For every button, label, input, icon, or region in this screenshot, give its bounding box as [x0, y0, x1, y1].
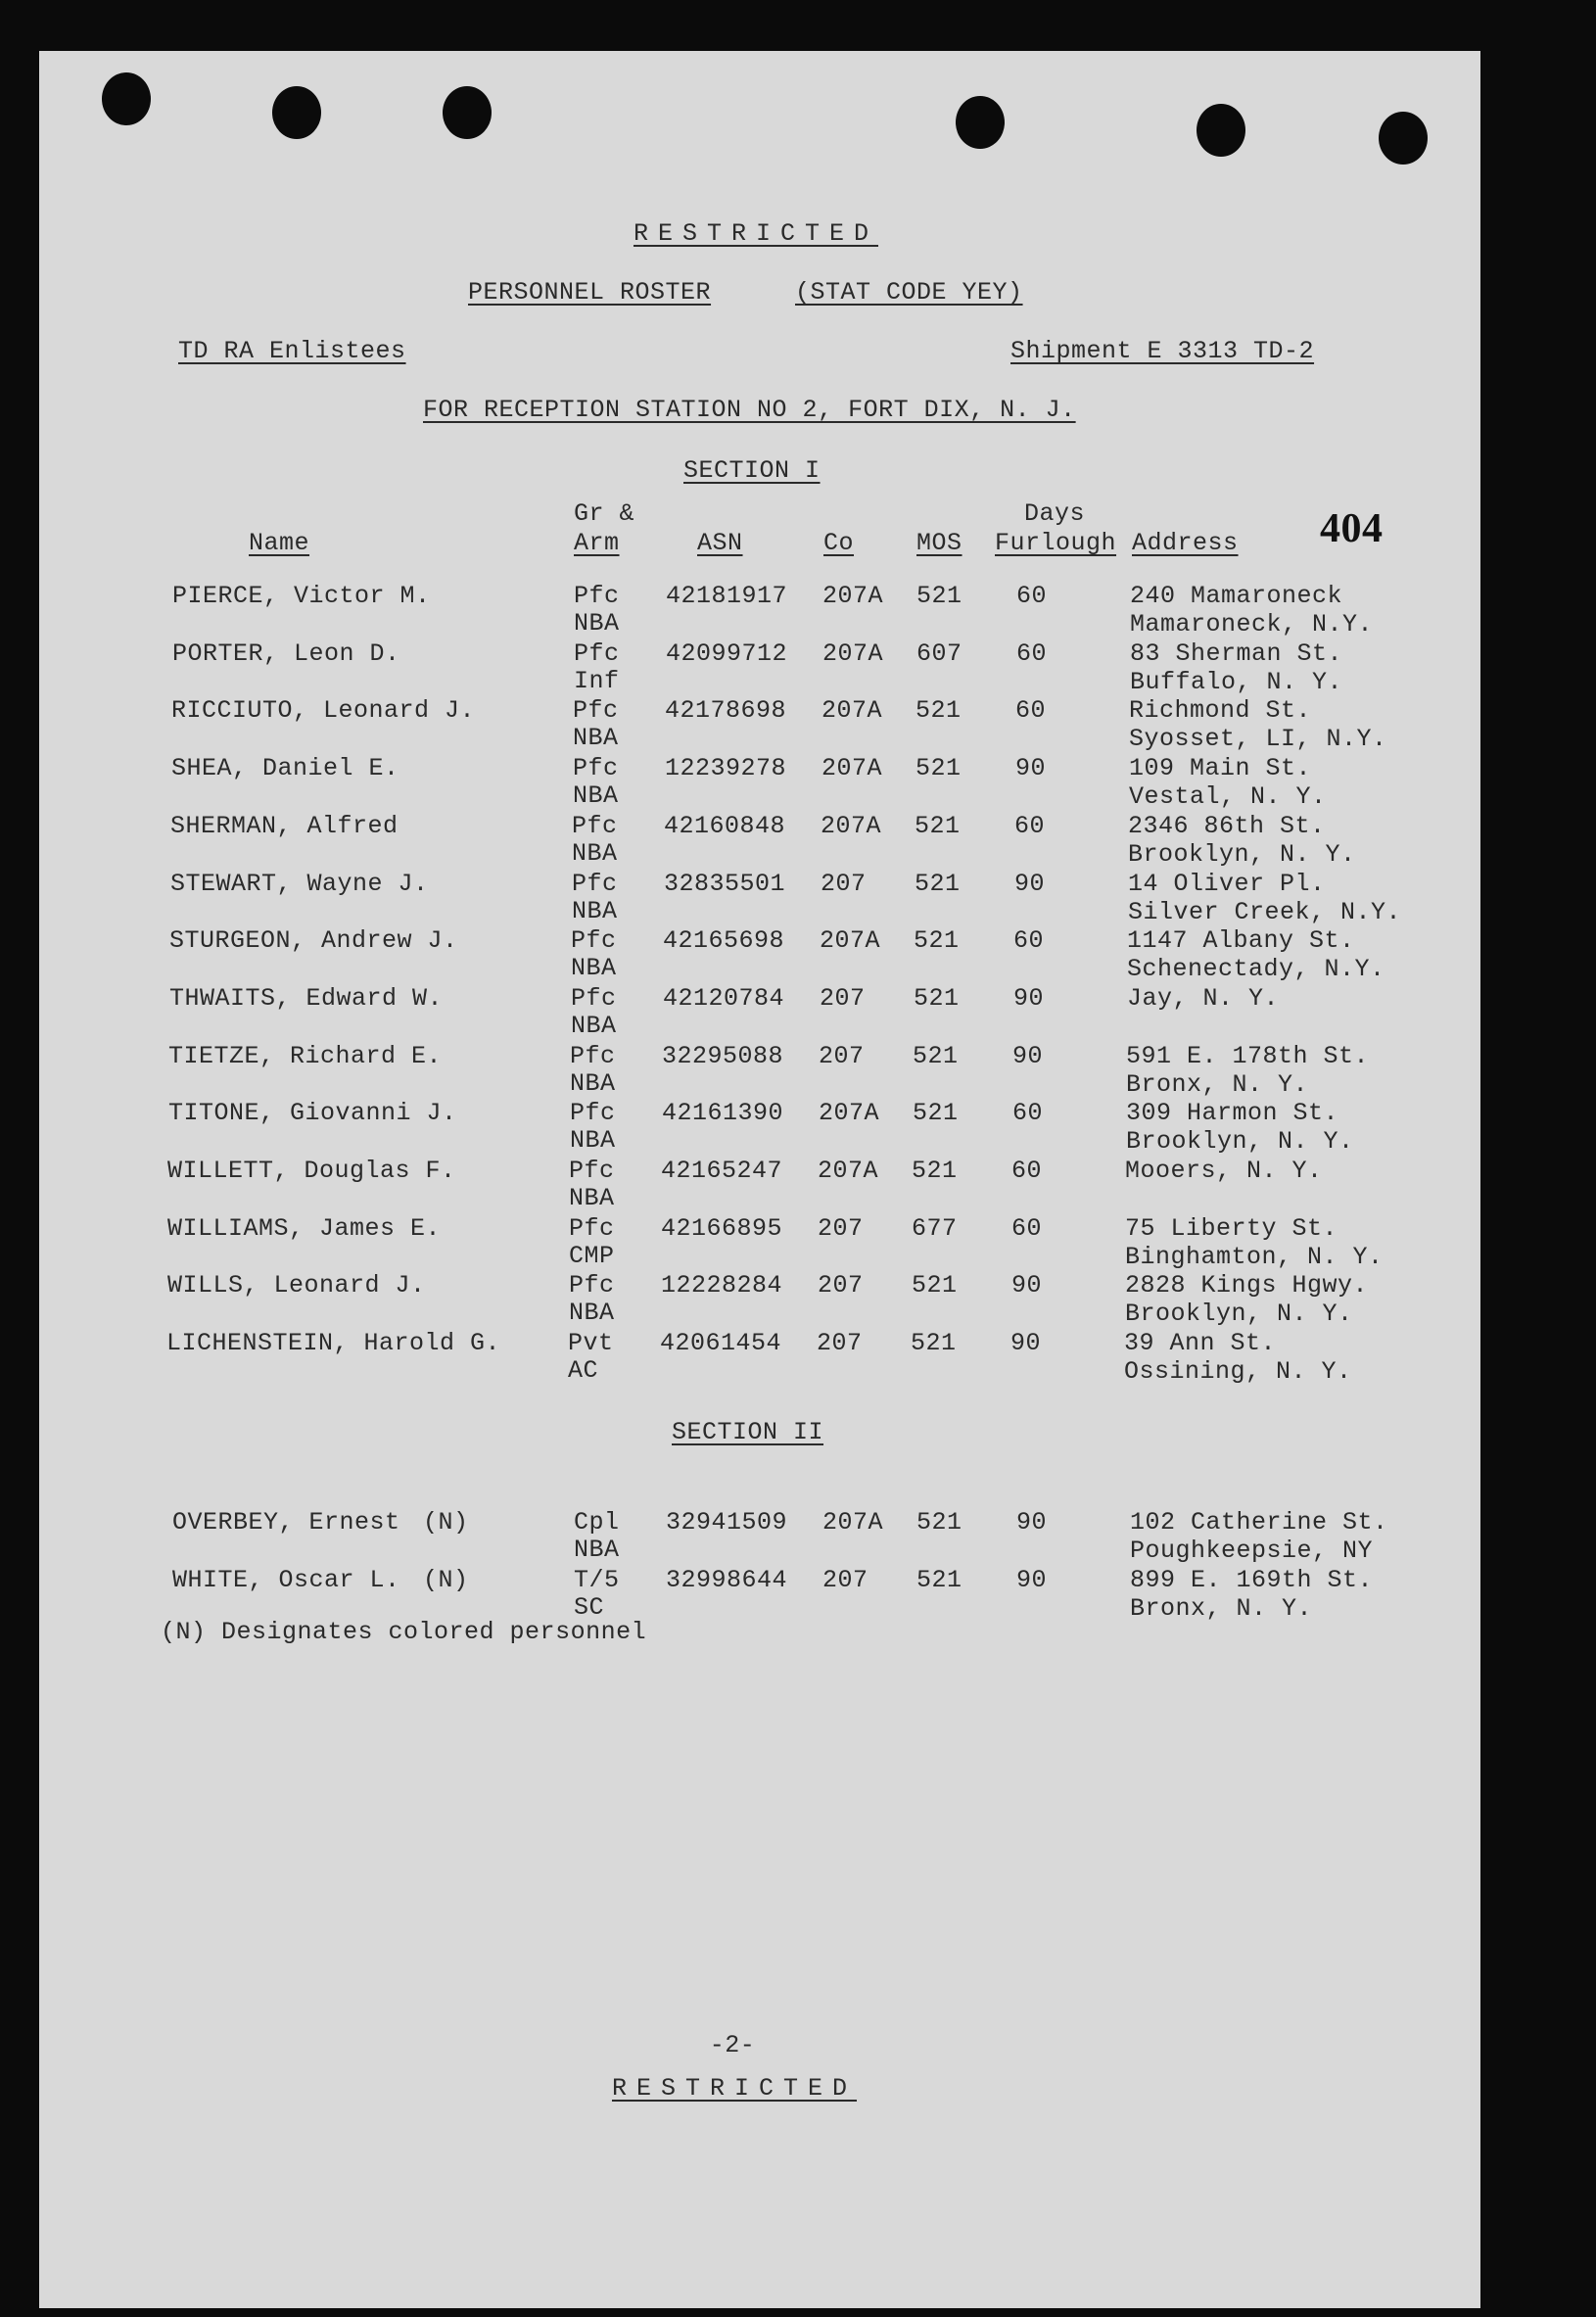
asn: 32998644 — [666, 1565, 788, 1594]
punch-hole — [956, 96, 1005, 149]
address-line-2: Vestal, N. Y. — [1129, 782, 1327, 812]
address-line-2: Bronx, N. Y. — [1126, 1069, 1309, 1099]
asn: 12239278 — [665, 754, 787, 783]
footer-page-number: -2- — [709, 2031, 756, 2059]
address-line-1: 899 E. 169th St. — [1130, 1565, 1374, 1594]
asn: 12228284 — [661, 1271, 783, 1300]
mos: 521 — [916, 1508, 962, 1537]
furlough-days: 90 — [1010, 1329, 1042, 1358]
mos: 677 — [912, 1213, 958, 1243]
arm: NBA — [571, 1011, 617, 1040]
mos: 521 — [913, 1099, 959, 1128]
grade: Pfc — [573, 696, 619, 726]
furlough-days: 90 — [1014, 869, 1046, 898]
person-name: PIERCE, Victor M. — [172, 582, 431, 610]
address-line-2: Schenectady, N.Y. — [1127, 955, 1385, 984]
col-asn: ASN — [697, 529, 743, 557]
company: 207A — [821, 754, 883, 783]
address-line-1: Richmond St. — [1129, 696, 1312, 726]
mos: 521 — [911, 1329, 957, 1358]
mos: 521 — [915, 754, 962, 783]
mos: 521 — [914, 926, 960, 956]
stat-code: (STAT CODE YEY) — [795, 278, 1023, 307]
address-line-2: Mamaroneck, N.Y. — [1130, 610, 1374, 638]
arm: NBA — [570, 1068, 616, 1098]
company: 207 — [818, 1213, 864, 1243]
address-line-2: Binghamton, N. Y. — [1125, 1242, 1384, 1271]
grade: Cpl — [574, 1508, 620, 1537]
grade: Pfc — [573, 754, 619, 783]
person-name: OVERBEY, Ernest — [172, 1508, 400, 1537]
arm: SC — [574, 1592, 605, 1622]
person-name: STURGEON, Andrew J. — [169, 926, 458, 956]
mos: 607 — [916, 638, 962, 668]
address-line-1: 14 Oliver Pl. — [1128, 869, 1326, 898]
arm: NBA — [571, 954, 617, 983]
roster-title: PERSONNEL ROSTER — [468, 278, 712, 307]
address-line-2: Brooklyn, N. Y. — [1126, 1127, 1354, 1157]
arm: AC — [568, 1356, 599, 1386]
address-line-1: 102 Catherine St. — [1130, 1508, 1388, 1537]
furlough-days: 90 — [1012, 1041, 1044, 1070]
furlough-days: 90 — [1015, 754, 1047, 783]
address-line-1: Jay, N. Y. — [1127, 983, 1280, 1013]
address-line-2: Ossining, N. Y. — [1124, 1357, 1352, 1387]
grade: Pfc — [572, 869, 618, 898]
asn: 32941509 — [666, 1508, 788, 1537]
grade: Pvt — [568, 1329, 614, 1358]
grade: Pfc — [570, 1099, 616, 1128]
destination: FOR RECEPTION STATION NO 2, FORT DIX, N. J. — [423, 396, 1076, 424]
section-1-title: SECTION I — [683, 456, 821, 485]
furlough-days: 60 — [1011, 1157, 1043, 1185]
mos: 521 — [912, 1157, 958, 1185]
col-mos: MOS — [916, 529, 962, 557]
mos: 521 — [913, 1041, 959, 1070]
address-line-1: 240 Mamaroneck — [1130, 582, 1343, 610]
address-line-1: 2828 Kings Hgwy. — [1125, 1271, 1369, 1300]
address-line-1: 2346 86th St. — [1128, 811, 1326, 840]
asn: 42160848 — [664, 811, 786, 840]
furlough-days: 60 — [1011, 1213, 1043, 1243]
person-name: TIETZE, Richard E. — [168, 1041, 443, 1070]
col-gr-arm-top: Gr & — [574, 499, 635, 528]
address-line-2: Brooklyn, N. Y. — [1125, 1300, 1353, 1329]
grade: T/5 — [574, 1565, 620, 1594]
asn: 32295088 — [662, 1041, 784, 1070]
furlough-days: 60 — [1013, 926, 1045, 956]
grade: Pfc — [571, 926, 617, 956]
arm: NBA — [569, 1299, 615, 1328]
address-line-1: 75 Liberty St. — [1125, 1213, 1338, 1243]
person-name: WILLETT, Douglas F. — [167, 1157, 456, 1185]
col-days-bottom: Furlough — [995, 529, 1117, 557]
grade: Pfc — [574, 638, 620, 668]
asn: 42161390 — [662, 1099, 784, 1128]
address-line-1: Mooers, N. Y. — [1125, 1157, 1323, 1185]
grade: Pfc — [569, 1271, 615, 1300]
arm: NBA — [573, 724, 619, 753]
arm: NBA — [574, 609, 620, 638]
company: 207A — [821, 811, 882, 840]
address-line-1: 39 Ann St. — [1124, 1329, 1277, 1358]
arm: NBA — [569, 1184, 615, 1212]
punch-hole — [1197, 104, 1245, 157]
company: 207 — [819, 1041, 865, 1070]
person-name: WHITE, Oscar L. — [172, 1565, 400, 1594]
person-name: TITONE, Giovanni J. — [168, 1099, 457, 1128]
furlough-days: 60 — [1015, 696, 1047, 726]
footnote: (N) Designates colored personnel — [161, 1618, 647, 1646]
mos: 521 — [915, 811, 961, 840]
address-line-1: 1147 Albany St. — [1127, 926, 1355, 956]
person-name: WILLIAMS, James E. — [167, 1213, 442, 1243]
asn: 42120784 — [663, 983, 785, 1013]
grade: Pfc — [569, 1157, 615, 1185]
group-label: TD RA Enlistees — [178, 337, 406, 365]
punch-hole — [1379, 112, 1428, 165]
grade: Pfc — [570, 1041, 616, 1070]
mos: 521 — [916, 582, 962, 610]
company: 207A — [818, 1157, 879, 1185]
punch-hole — [272, 86, 321, 139]
person-name: WILLS, Leonard J. — [167, 1271, 426, 1300]
mos: 521 — [914, 983, 960, 1013]
address-line-1: 83 Sherman St. — [1130, 638, 1343, 668]
colored-designation-mark: (N) — [423, 1508, 469, 1537]
arm: Inf — [574, 666, 620, 695]
company: 207 — [817, 1329, 863, 1358]
person-name: SHERMAN, Alfred — [170, 811, 399, 840]
punch-hole — [443, 86, 492, 139]
company: 207A — [819, 1099, 880, 1128]
furlough-days: 60 — [1012, 1099, 1044, 1128]
furlough-days: 60 — [1016, 582, 1048, 610]
mos: 521 — [915, 869, 961, 898]
classification-header: RESTRICTED — [633, 219, 879, 248]
company: 207A — [822, 1508, 884, 1537]
arm: CMP — [569, 1241, 615, 1270]
furlough-days: 90 — [1011, 1271, 1043, 1300]
asn: 42181917 — [666, 582, 788, 610]
person-name: LICHENSTEIN, Harold G. — [166, 1329, 501, 1358]
grade: Pfc — [569, 1213, 615, 1243]
address-line-1: 309 Harmon St. — [1126, 1099, 1339, 1128]
col-days-top: Days — [1024, 499, 1086, 528]
company: 207A — [822, 582, 884, 610]
arm: NBA — [572, 838, 618, 868]
furlough-days: 60 — [1014, 811, 1046, 840]
punch-hole — [102, 72, 151, 125]
address-line-2: Buffalo, N. Y. — [1130, 667, 1343, 696]
address-line-2: Silver Creek, N.Y. — [1128, 897, 1402, 926]
address-line-2: Syosset, LI, N.Y. — [1129, 725, 1387, 754]
furlough-days: 90 — [1016, 1565, 1048, 1594]
company: 207A — [822, 638, 884, 668]
company: 207 — [820, 983, 866, 1013]
address-line-1: 591 E. 178th St. — [1126, 1041, 1370, 1070]
colored-designation-mark: (N) — [423, 1565, 469, 1594]
asn: 32835501 — [664, 869, 786, 898]
arm: NBA — [570, 1126, 616, 1156]
company: 207 — [821, 869, 867, 898]
arm: NBA — [573, 781, 619, 811]
col-name: Name — [249, 529, 310, 557]
asn: 42165698 — [663, 926, 785, 956]
person-name: SHEA, Daniel E. — [171, 754, 399, 783]
shipment-label: Shipment E 3313 TD-2 — [1010, 337, 1315, 365]
page-number-stamp: 404 — [1320, 506, 1384, 551]
asn: 42099712 — [666, 638, 788, 668]
asn: 42178698 — [665, 696, 787, 726]
person-name: RICCIUTO, Leonard J. — [171, 696, 476, 726]
address-line-1: 109 Main St. — [1129, 754, 1312, 783]
furlough-days: 90 — [1016, 1508, 1048, 1537]
col-co: Co — [823, 529, 855, 557]
asn: 42061454 — [660, 1329, 782, 1358]
person-name: STEWART, Wayne J. — [170, 869, 429, 898]
furlough-days: 90 — [1013, 983, 1045, 1013]
asn: 42165247 — [661, 1157, 783, 1185]
col-address: Address — [1132, 529, 1239, 557]
asn: 42166895 — [661, 1213, 783, 1243]
grade: Pfc — [574, 582, 620, 610]
address-line-2: Bronx, N. Y. — [1130, 1593, 1313, 1623]
mos: 521 — [916, 1565, 962, 1594]
arm: NBA — [572, 896, 618, 925]
classification-footer: RESTRICTED — [611, 2074, 858, 2103]
company: 207A — [821, 696, 883, 726]
person-name: THWAITS, Edward W. — [169, 983, 444, 1013]
mos: 521 — [912, 1271, 958, 1300]
grade: Pfc — [572, 811, 618, 840]
furlough-days: 60 — [1016, 638, 1048, 668]
arm: NBA — [574, 1536, 620, 1564]
mos: 521 — [915, 696, 962, 726]
company: 207 — [818, 1271, 864, 1300]
address-line-2: Brooklyn, N. Y. — [1128, 839, 1356, 869]
person-name: PORTER, Leon D. — [172, 638, 400, 668]
section-2-title: SECTION II — [672, 1418, 824, 1446]
company: 207 — [822, 1565, 868, 1594]
grade: Pfc — [571, 983, 617, 1013]
address-line-2: Poughkeepsie, NY — [1130, 1537, 1374, 1565]
company: 207A — [820, 926, 881, 956]
col-gr-arm-bottom: Arm — [574, 529, 620, 557]
roster-page — [39, 51, 1480, 2308]
